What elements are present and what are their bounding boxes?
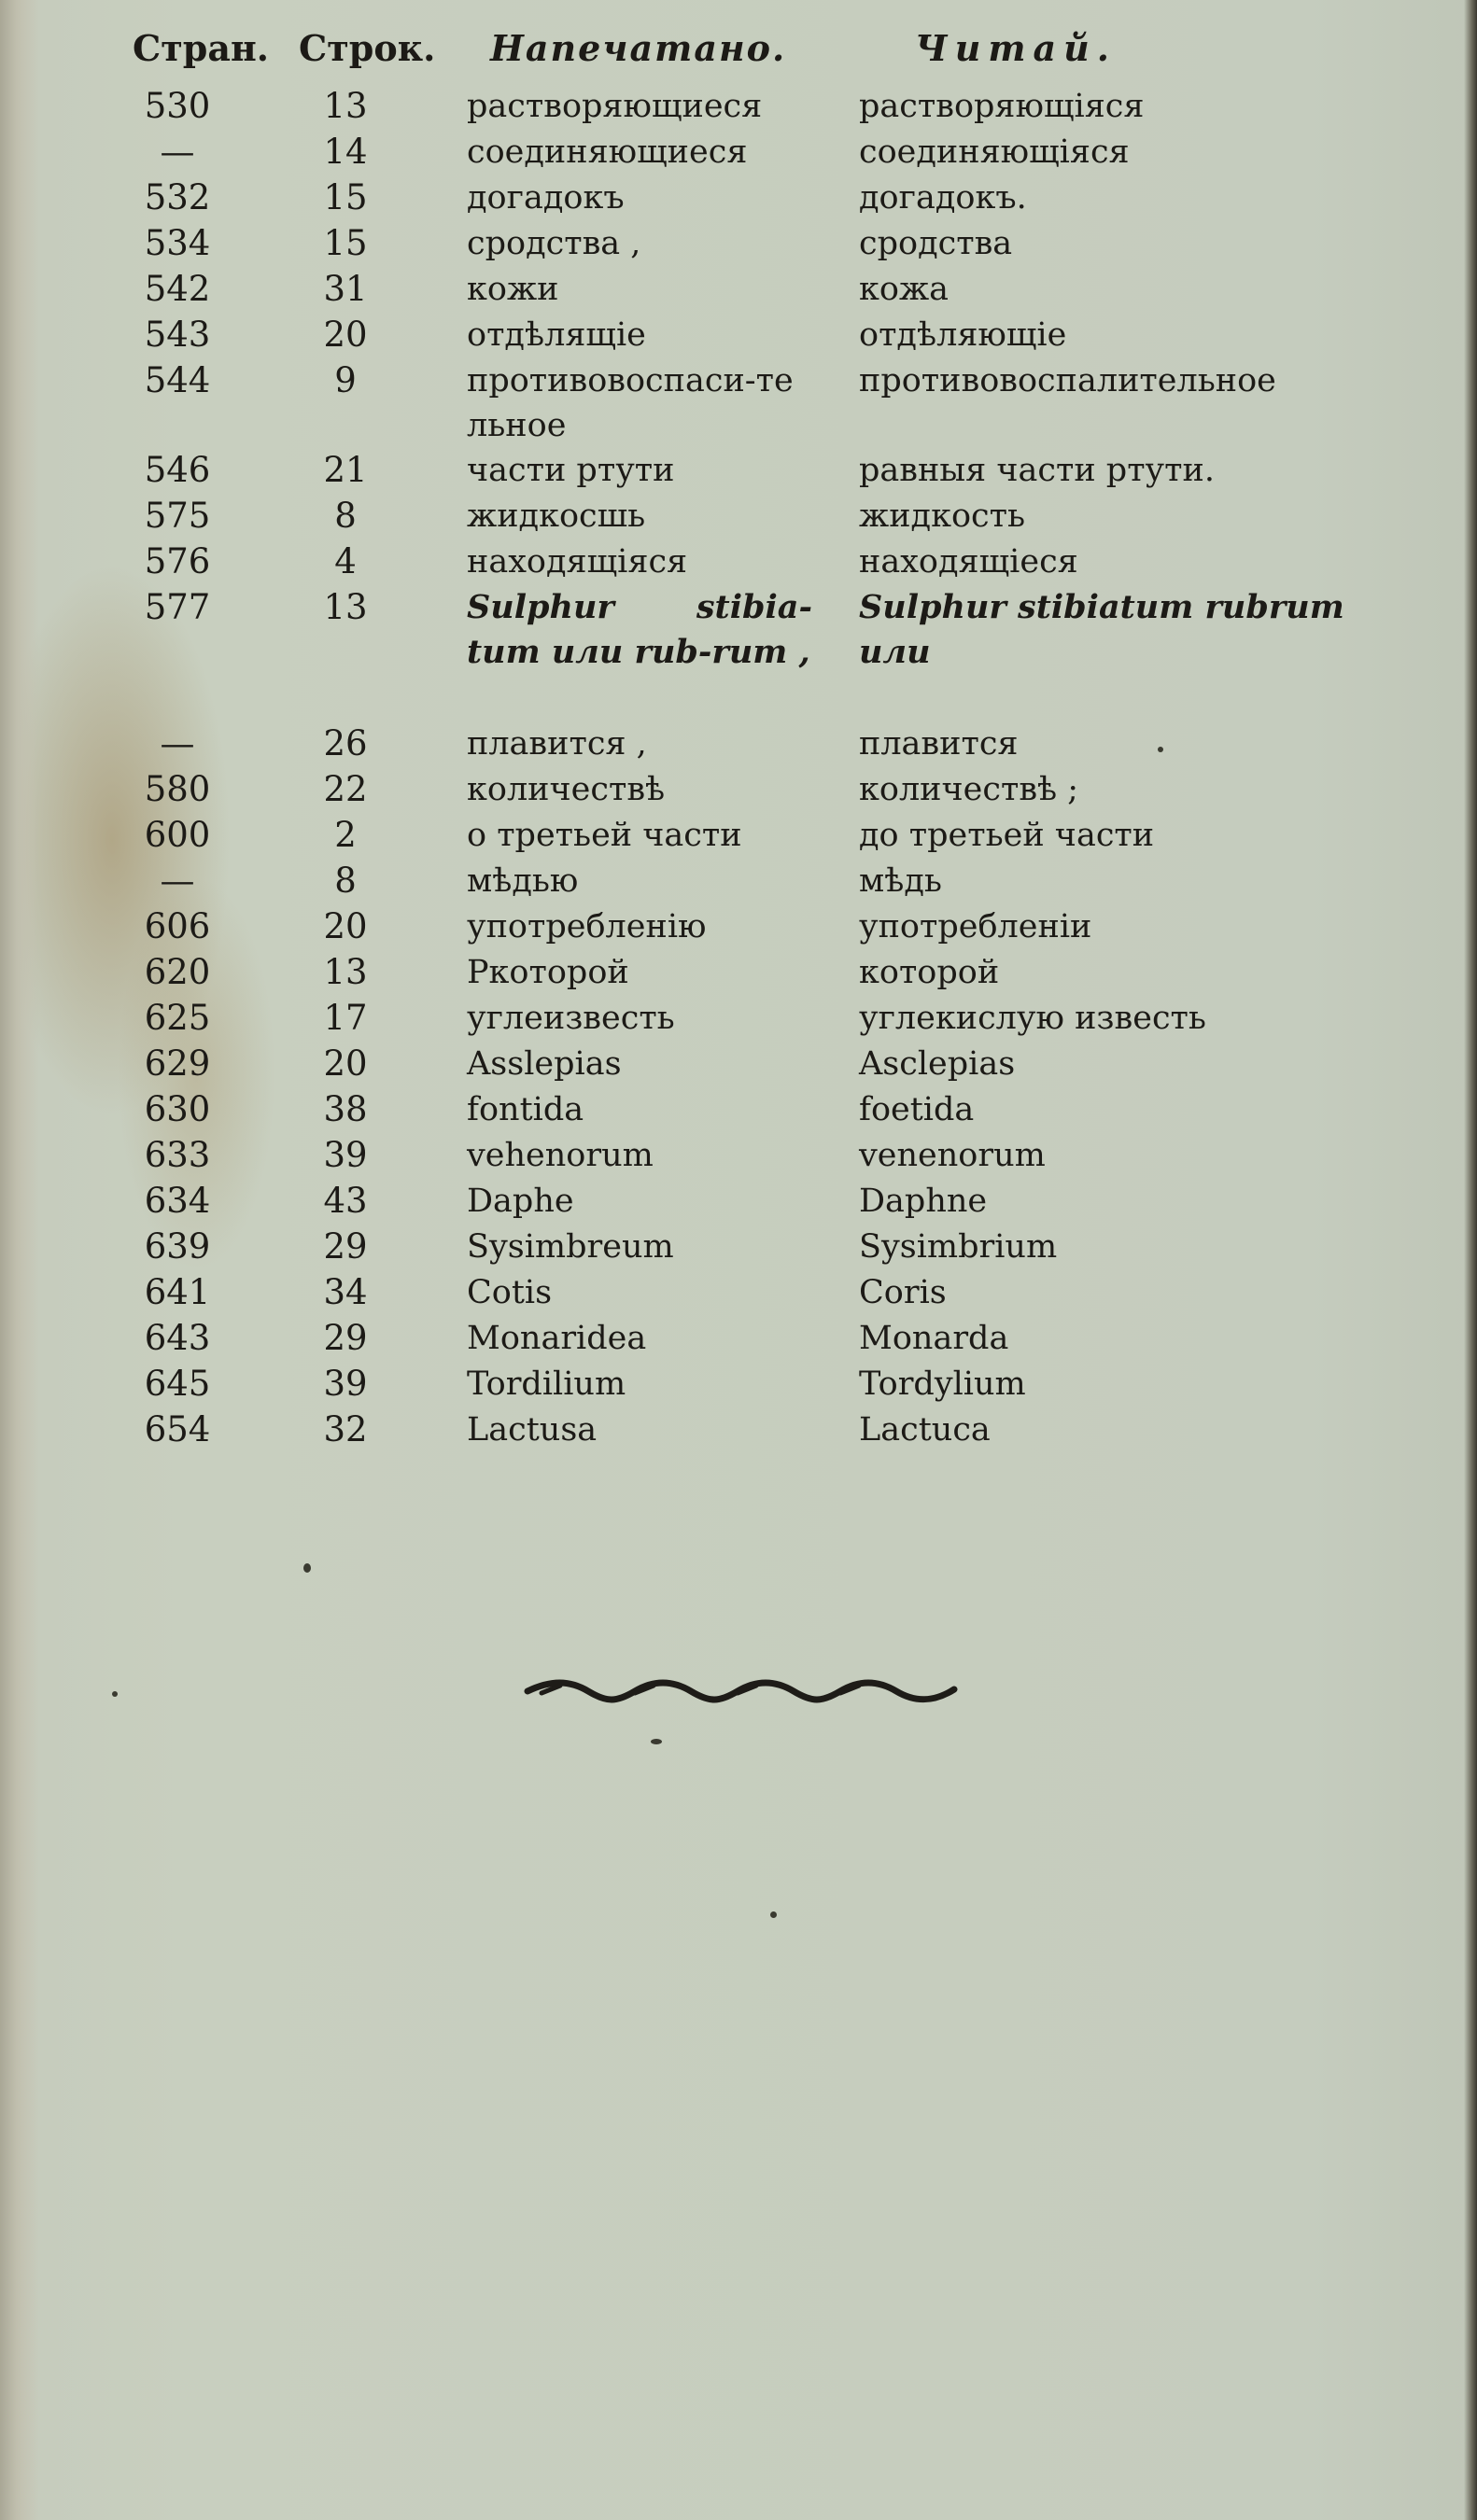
page-number: 625 xyxy=(144,998,211,1038)
page-number: 575 xyxy=(144,496,211,536)
line-number: 43 xyxy=(323,1181,368,1221)
table-row xyxy=(121,313,1400,358)
printed-text: Tordilium xyxy=(467,1365,626,1403)
table-row xyxy=(121,721,1400,767)
line-number: 8 xyxy=(334,861,357,901)
page-number: 546 xyxy=(144,450,211,490)
header-printed: Напечатано. xyxy=(490,27,787,69)
page-number: 544 xyxy=(144,360,211,400)
table-row xyxy=(121,539,1400,585)
paper-speck xyxy=(770,1911,777,1918)
line-number: 13 xyxy=(323,952,368,992)
printed-text: сродства , xyxy=(467,225,641,262)
line-number: 39 xyxy=(323,1364,368,1404)
page-number: 542 xyxy=(144,269,211,309)
line-number: 29 xyxy=(323,1226,368,1267)
page-number: 630 xyxy=(144,1089,211,1129)
correct-text: Sysimbrium xyxy=(859,1228,1058,1266)
line-number: 13 xyxy=(323,86,368,126)
correct-text: Monarda xyxy=(859,1320,1009,1357)
correct-text: растворяющіяся xyxy=(859,88,1145,125)
page-number: 654 xyxy=(144,1409,211,1449)
page-number: 576 xyxy=(144,541,211,581)
correct-text: жидкость xyxy=(859,497,1026,535)
printed-text: Ркоторой xyxy=(467,954,629,991)
printed-text: fontida xyxy=(467,1091,584,1128)
printed-text: противовоспаси-тельное xyxy=(467,362,794,444)
table-row xyxy=(121,904,1400,950)
line-number: 32 xyxy=(323,1409,368,1449)
printed-text: кожи xyxy=(467,271,559,308)
line-number: 39 xyxy=(323,1135,368,1175)
correct-text: употребленіи xyxy=(859,908,1092,945)
printed-text: vehenorum xyxy=(467,1137,654,1174)
printed-text: Sysimbreum xyxy=(467,1228,674,1266)
table-row xyxy=(121,1133,1400,1179)
page-number: 530 xyxy=(144,86,211,126)
table-row xyxy=(121,1407,1400,1453)
page-number: 543 xyxy=(144,315,211,355)
printed-text: Asslepias xyxy=(467,1045,622,1083)
printed-text: Monaridea xyxy=(467,1320,647,1357)
printed-text: о третьей части xyxy=(467,817,742,854)
line-number: 8 xyxy=(334,496,357,536)
page-number: 620 xyxy=(144,952,211,992)
line-number: 34 xyxy=(323,1272,368,1312)
printed-text: растворяющиеся xyxy=(467,88,763,125)
page-number: — xyxy=(160,723,195,763)
correct-text: Tordylium xyxy=(859,1365,1026,1403)
correct-text: количествѣ ; xyxy=(859,771,1079,808)
header-read: Читай. xyxy=(915,27,1118,69)
correct-text: Asclepias xyxy=(859,1045,1016,1083)
table-row xyxy=(121,1362,1400,1407)
correct-text: до третьей части xyxy=(859,817,1155,854)
table-row xyxy=(121,859,1400,904)
printed-text: употребленію xyxy=(467,908,707,945)
paper-speck xyxy=(303,1563,311,1573)
printed-text: Cotis xyxy=(467,1274,553,1311)
printed-text: жидкосшь xyxy=(467,497,646,535)
table-row xyxy=(121,221,1400,267)
line-number: 21 xyxy=(323,450,368,490)
line-number: 17 xyxy=(323,998,368,1038)
correct-text: которой xyxy=(859,954,1000,991)
table-row xyxy=(121,1087,1400,1133)
correct-text: Daphne xyxy=(859,1183,988,1220)
correct-text: кожа xyxy=(859,271,950,308)
errata-header xyxy=(121,21,1400,77)
page-number: 629 xyxy=(144,1043,211,1084)
page-number: 633 xyxy=(144,1135,211,1175)
table-row xyxy=(121,1179,1400,1225)
page-number: 600 xyxy=(144,815,211,855)
page-gutter-shadow xyxy=(0,0,39,2520)
page-number: 534 xyxy=(144,223,211,263)
line-number: 29 xyxy=(323,1318,368,1358)
line-number: 31 xyxy=(323,269,368,309)
printed-text: догадокъ xyxy=(467,179,625,217)
errata-table xyxy=(121,84,1400,1453)
printed-text: Sulphur stibia-tum или rub-rum , xyxy=(467,588,812,671)
table-row xyxy=(121,267,1400,313)
correct-text: мѣдь xyxy=(859,862,942,900)
printed-text: находящіяся xyxy=(467,543,688,581)
printed-text: углеизвесть xyxy=(467,1000,675,1037)
table-row xyxy=(121,494,1400,539)
printed-text: плавится , xyxy=(467,725,647,763)
table-row xyxy=(121,813,1400,859)
header-line: Строк. xyxy=(299,27,436,69)
line-number: 20 xyxy=(323,315,368,355)
paper-speck xyxy=(1158,747,1163,752)
table-row xyxy=(121,767,1400,813)
line-number: 22 xyxy=(323,769,368,809)
correct-text: равныя части ртути. xyxy=(859,452,1215,489)
table-row xyxy=(121,448,1400,494)
paper-speck xyxy=(112,1691,118,1697)
page-number: — xyxy=(160,132,195,172)
page-number: 577 xyxy=(144,587,211,627)
line-number: 2 xyxy=(334,815,357,855)
table-row xyxy=(121,1042,1400,1087)
correct-text: Coris xyxy=(859,1274,947,1311)
ornament-tailpiece-icon xyxy=(523,1671,962,1708)
line-number: 15 xyxy=(323,223,368,263)
table-row xyxy=(121,84,1400,130)
line-number: 38 xyxy=(323,1089,368,1129)
page-number: 639 xyxy=(144,1226,211,1267)
correct-text: догадокъ. xyxy=(859,179,1027,217)
printed-text: соединяющиеся xyxy=(467,133,748,171)
line-number: 14 xyxy=(323,132,368,172)
paper-speck xyxy=(651,1739,662,1744)
line-number: 9 xyxy=(334,360,357,400)
line-number: 15 xyxy=(323,177,368,217)
page-number: 634 xyxy=(144,1181,211,1221)
table-row xyxy=(121,585,1400,721)
table-row xyxy=(121,1270,1400,1316)
printed-text: мѣдью xyxy=(467,862,579,900)
table-row xyxy=(121,358,1400,448)
table-row xyxy=(121,130,1400,175)
correct-text: foetida xyxy=(859,1091,975,1128)
correct-text: плавится xyxy=(859,725,1019,763)
page-number: 606 xyxy=(144,906,211,946)
printed-text: Daphe xyxy=(467,1183,574,1220)
page-number: 580 xyxy=(144,769,211,809)
correct-text: находящіеся xyxy=(859,543,1078,581)
printed-text: части ртути xyxy=(467,452,675,489)
table-row xyxy=(121,996,1400,1042)
printed-text: количествѣ xyxy=(467,771,666,808)
table-row xyxy=(121,1316,1400,1362)
page-number: — xyxy=(160,861,195,901)
correct-text: venenorum xyxy=(859,1137,1046,1174)
line-number: 20 xyxy=(323,906,368,946)
table-row xyxy=(121,950,1400,996)
correct-text: соединяющіяся xyxy=(859,133,1130,171)
line-number: 26 xyxy=(323,723,368,763)
page-number: 643 xyxy=(144,1318,211,1358)
line-number: 13 xyxy=(323,587,368,627)
printed-text: отдѣлящіе xyxy=(467,316,646,354)
correct-text: сродства xyxy=(859,225,1013,262)
correct-text: отдѣляющіе xyxy=(859,316,1067,354)
correct-text: противовоспалительное xyxy=(859,362,1276,399)
page-edge-shadow xyxy=(1464,0,1477,2520)
correct-text: углекислую известь xyxy=(859,1000,1206,1037)
page-number: 532 xyxy=(144,177,211,217)
correct-text: Lactuca xyxy=(859,1411,991,1449)
line-number: 20 xyxy=(323,1043,368,1084)
printed-text: Lactusa xyxy=(467,1411,598,1449)
line-number: 4 xyxy=(334,541,357,581)
table-row xyxy=(121,175,1400,221)
correct-text: Sulphur stibiatum rubrum или xyxy=(859,588,1344,671)
table-row xyxy=(121,1225,1400,1270)
page-number: 641 xyxy=(144,1272,211,1312)
page-number: 645 xyxy=(144,1364,211,1404)
header-page: Стран. xyxy=(133,27,270,69)
